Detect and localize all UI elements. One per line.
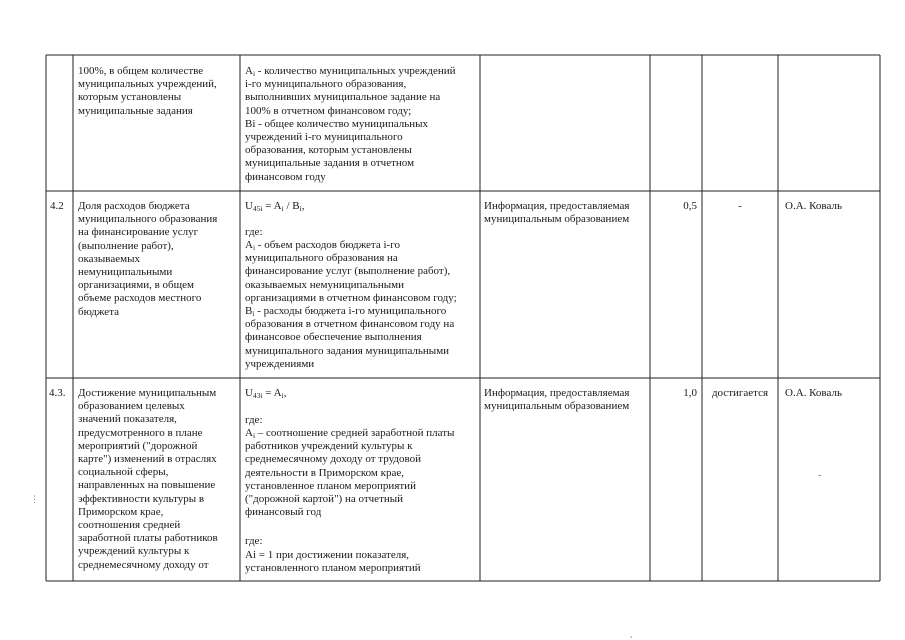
row3-gde: где:: [245, 414, 263, 426]
row3-indicator-name: Достижение муниципальным образованием целевых значений показателя, предусмотренного в плане мероприятий ("дорожной карте") изменений в отраслях социальной сферы, направленных на повышение эффективности культуры в Приморском крае, соотношения средней заработной платы работников учреждений культуры к среднемесячному доходу от: [78, 387, 218, 571]
scan-speck-left: ⋮: [30, 494, 39, 504]
row2-formula: $U_{45i} = A_i / B_i$,: [245, 200, 305, 213]
row2-value: 0,5: [683, 200, 697, 212]
row2-responsible-person: О.А. Коваль: [785, 200, 842, 212]
row2-formula-description: $A_i$ - объем расходов бюджета i-го муниципального образования на финансирование услуг (выполнение работ), оказываемых немуниципальными организациями в отчетном финансовом году;: [245, 239, 457, 304]
row1-indicator-name: 100%, в общем количестве муниципальных учреждений, которым установлены муниципальные задания: [78, 65, 217, 117]
row3-formula: $U_{43i} = A_i$,: [245, 387, 287, 400]
row2-number: 4.2: [50, 200, 64, 212]
row3-gde-2: где:: [245, 535, 263, 547]
row2-gde: где:: [245, 226, 263, 238]
row3-source: Информация, предоставляемая муниципальным образованием: [484, 387, 630, 413]
row3-formula-condition: Ai = 1 при достижении показателя, установленного планом мероприятий: [245, 549, 421, 575]
row3-result: достигается: [711, 387, 769, 399]
row1-symbol: A: [245, 65, 253, 77]
row1-formula-description: $A_i$ - количество муниципальных учреждений i-го муниципального образования, выполнивших муниципальное задание на 100% в отчетном финансовом году; Bi - общее количество муниципальных учреждений i-го муниципального образования, которым установлены муниципальные задания в отчетном финансовом году: [245, 65, 456, 183]
row2-source: Информация, предоставляемая муниципальным образованием: [484, 200, 630, 226]
scan-speck-bottom: ˛: [630, 628, 633, 638]
row3-number: 4.3.: [49, 387, 66, 399]
row2-indicator-name: Доля расходов бюджета муниципального образования на финансирование услуг (выполнение работ), оказываемых немуниципальными организациями, в общем объеме расходов местного бюджета: [78, 200, 218, 318]
scan-speck: -: [818, 470, 822, 481]
row2-formula-description-b: $B_i$ - расходы бюджета i-го муниципального образования в отчетном финансовом году на финансовое обеспечение выполнения муниципального задания муниципальными учреждениями: [245, 305, 455, 370]
row2-result: -: [738, 200, 742, 212]
row3-value: 1,0: [683, 387, 697, 399]
row3-formula-description: $A_i$ – соотношение средней заработной платы работников учреждений культуры к среднемесячному доходу от трудовой деятельности в Приморском крае, установленное планом мероприятий ("дорожной картой") на отчетный финансовый год: [245, 427, 455, 519]
row3-responsible-person: О.А. Коваль: [785, 387, 842, 399]
